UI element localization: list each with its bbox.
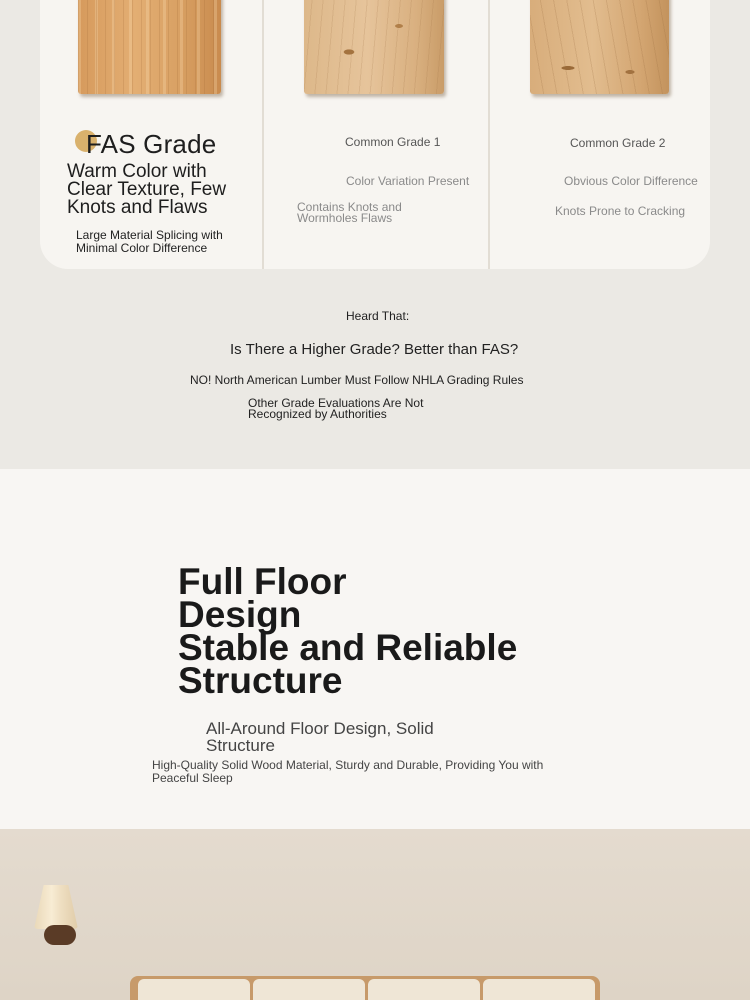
- heard-that-label: Heard That:: [346, 309, 410, 323]
- common1-feature: Contains Knots and Wormholes Flaws: [297, 200, 402, 225]
- column-divider: [488, 0, 490, 269]
- title-line: Structure: [178, 660, 343, 701]
- answer-text: NO! North American Lumber Must Follow NHLA Grading Rules: [190, 373, 524, 387]
- fas-wood-sample-image: [78, 0, 221, 94]
- common1-title: Common Grade 1: [345, 135, 441, 149]
- common2-title: Common Grade 2: [570, 136, 666, 150]
- common2-wood-sample-image: [530, 0, 669, 94]
- common2-feature: Obvious Color Difference: [564, 174, 698, 188]
- question-text: Is There a Higher Grade? Better than FAS?: [230, 341, 519, 358]
- headboard-cushion: [368, 979, 480, 1000]
- note-line: Recognized by Authorities: [248, 407, 387, 421]
- headboard-cushion: [138, 979, 250, 1000]
- structure-subtitle: All-Around Floor Design, Solid Structure: [206, 719, 434, 755]
- structure-section: [0, 469, 750, 829]
- column-divider: [262, 0, 264, 269]
- title-line: Stable and Reliable: [178, 627, 518, 668]
- bedroom-photo: [0, 829, 750, 1000]
- note-line: Other Grade Evaluations Are Not: [248, 396, 424, 410]
- note-text: [248, 398, 423, 420]
- headboard-cushion: [253, 979, 365, 1000]
- structure-title: [178, 561, 558, 701]
- common1-wood-sample-image: [304, 0, 444, 94]
- common1-feature: Color Variation Present: [346, 174, 470, 188]
- headboard-cushion: [483, 979, 595, 1000]
- title-line: Full Floor: [178, 561, 347, 602]
- fas-grade-subtitle: Warm Color with Clear Texture, Few Knots and Flaws: [67, 161, 227, 218]
- wall-lamp-base: [44, 925, 76, 945]
- fas-grade-title: FAS Grade: [86, 129, 217, 159]
- wall-lamp-shade: [34, 885, 78, 929]
- fas-grade-detail: Large Material Splicing with Minimal Color Difference: [76, 228, 223, 255]
- structure-detail: High-Quality Solid Wood Material, Sturdy and Durable, Providing You with Peaceful Sleep: [152, 758, 544, 785]
- title-line: Design: [178, 594, 302, 635]
- common2-feature: Knots Prone to Cracking: [555, 204, 686, 218]
